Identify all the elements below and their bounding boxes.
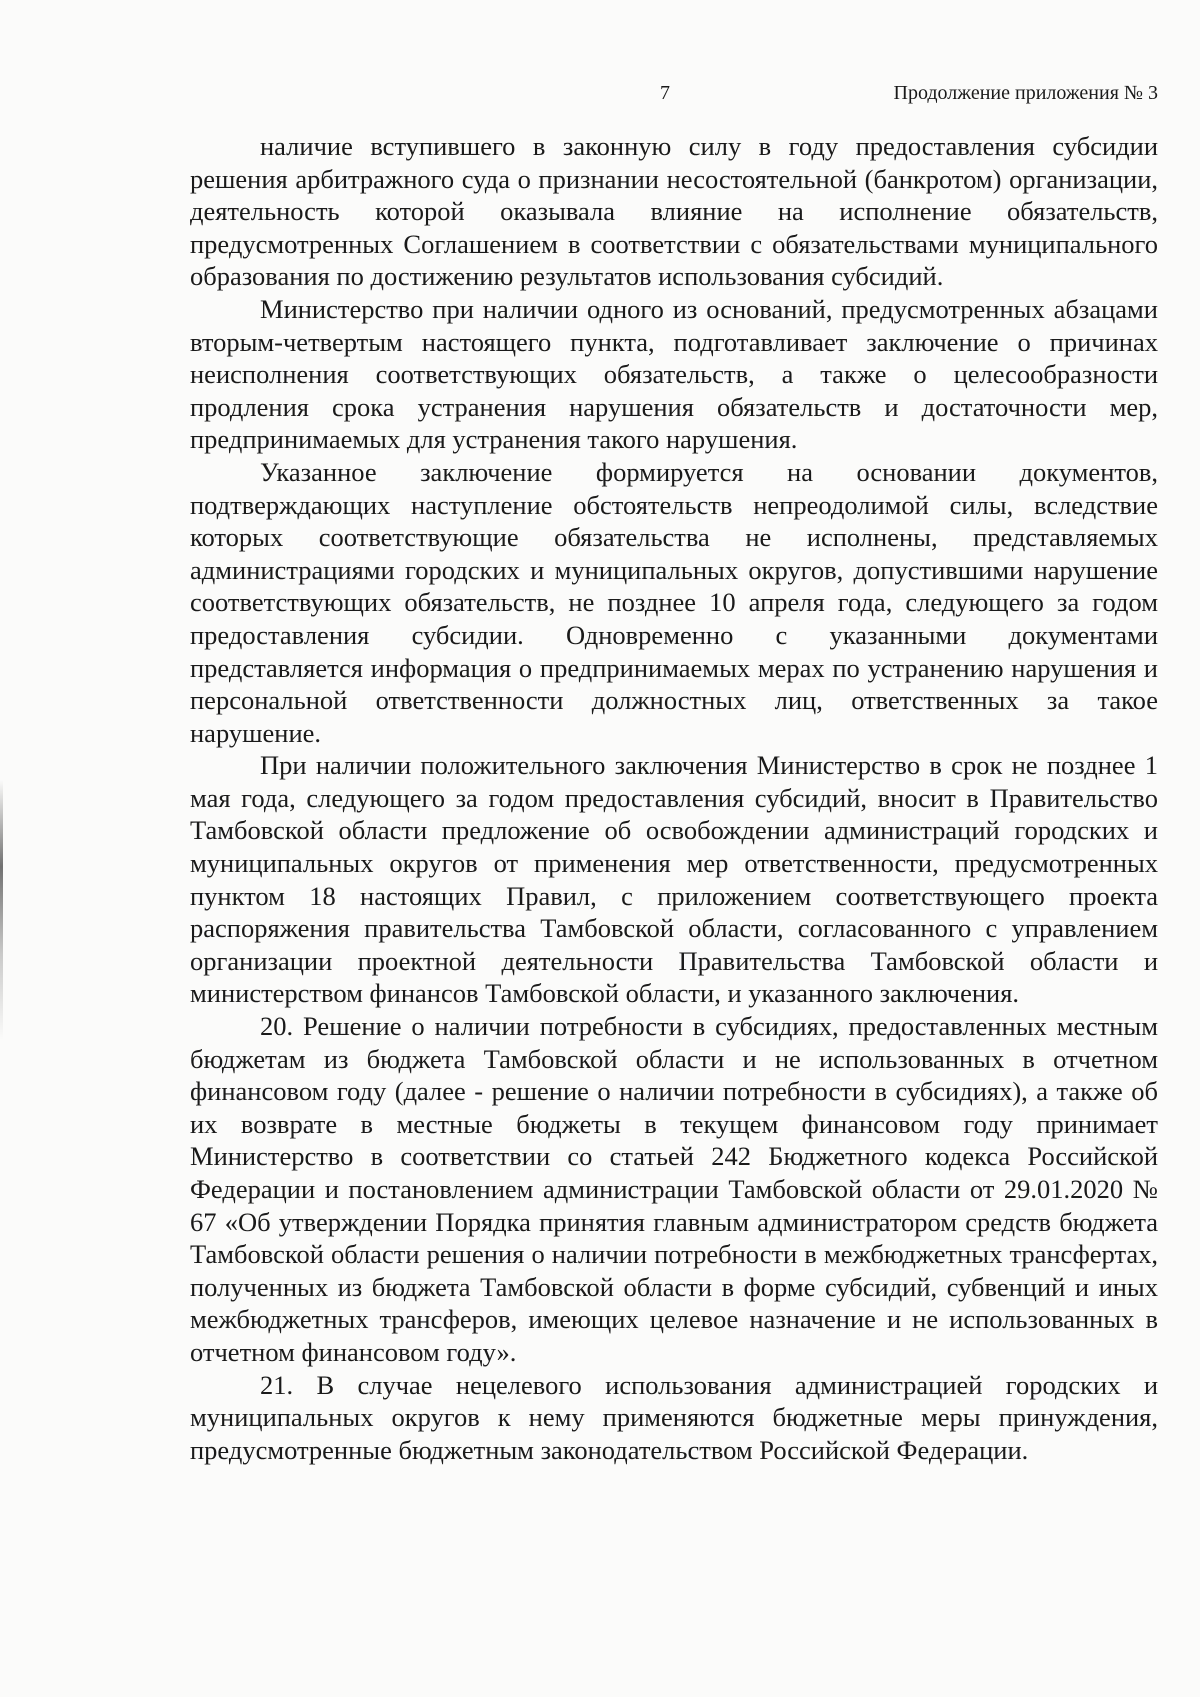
appendix-continuation-note: Продолжение приложения № 3 <box>893 82 1158 104</box>
paragraph-positive-conclusion: При наличии положительного заключения Министерство в срок не позднее 1 мая года, следующего за годом предоставления субсидий, вносит в Правительство Тамбовской области предложение об освобождении администраций городских и муниципальных округов от применения мер ответственности, предусмотренных пунктом 18 настоящих Правил, с приложением соответствующего проекта распоряжения правительства Тамбовской области, согласованного с управлением организации проектной деятельности Правительства Тамбовской области и министерством финансов Тамбовской области, и указанного заключения. <box>190 750 1158 1009</box>
paragraph-bankruptcy-ground: наличие вступившего в законную силу в году предоставления субсидии решения арбитражного суда о признании несостоятельной (банкротом) организации, деятельность которой оказывала влияние на исполнение обязательств, предусмотренных Соглашением в соответствии с обязательствами муниципального образования по достижению результатов использования субсидий. <box>190 131 1158 292</box>
page-header <box>190 82 1158 112</box>
page-number: 7 <box>660 82 670 104</box>
scan-edge-mark <box>0 780 3 1040</box>
paragraph-conclusion-basis: Указанное заключение формируется на основании документов, подтверждающих наступление обстоятельств непреодолимой силы, вследствие которых соответствующие обязательства не исполнены, представляемых администрациями городских и муниципальных округов, допустившими нарушение соответствующих обязательств, не позднее 10 апреля года, следующего за годом предоставления субсидии. Одновременно с указанными документами представляется информация о предпринимаемых мерах по устранению нарушения и персональной ответственности должностных лиц, ответственных за такое нарушение. <box>190 456 1158 748</box>
paragraph-item-21: 21. В случае нецелевого использования администрацией городских и муниципальных округов к нему применяются бюджетные меры принуждения, предусмотренные бюджетным законодательством Российской Федерации. <box>190 1369 1158 1465</box>
paragraph-ministry-conclusion: Министерство при наличии одного из оснований, предусмотренных абзацами вторым-четвертым настоящего пункта, подготавливает заключение о причинах неисполнения соответствующих обязательств, а также о целесообразности продления срока устранения нарушения обязательств и достаточности мер, предпринимаемых для устранения такого нарушения. <box>190 293 1158 455</box>
document-body <box>190 130 1158 1466</box>
paragraph-item-20: 20. Решение о наличии потребности в субсидиях, предоставленных местным бюджетам из бюджета Тамбовской области и не использованных в отчетном финансовом году (далее - решение о наличии потребности в субсидиях), а также об их возврате в местные бюджеты в текущем финансовом году принимает Министерство в соответствии со статьей 242 Бюджетного кодекса Российской Федерации и постановлением администрации Тамбовской области от 29.01.2020 № 67 «Об утверждении Порядка принятия главным администратором средств бюджета Тамбовской области решения о наличии потребности в межбюджетных трансфертах, полученных из бюджета Тамбовской области в форме субсидий, субвенций и иных межбюджетных трансферов, имеющих целевое назначение и не использованных в отчетном финансовом году». <box>190 1011 1158 1367</box>
